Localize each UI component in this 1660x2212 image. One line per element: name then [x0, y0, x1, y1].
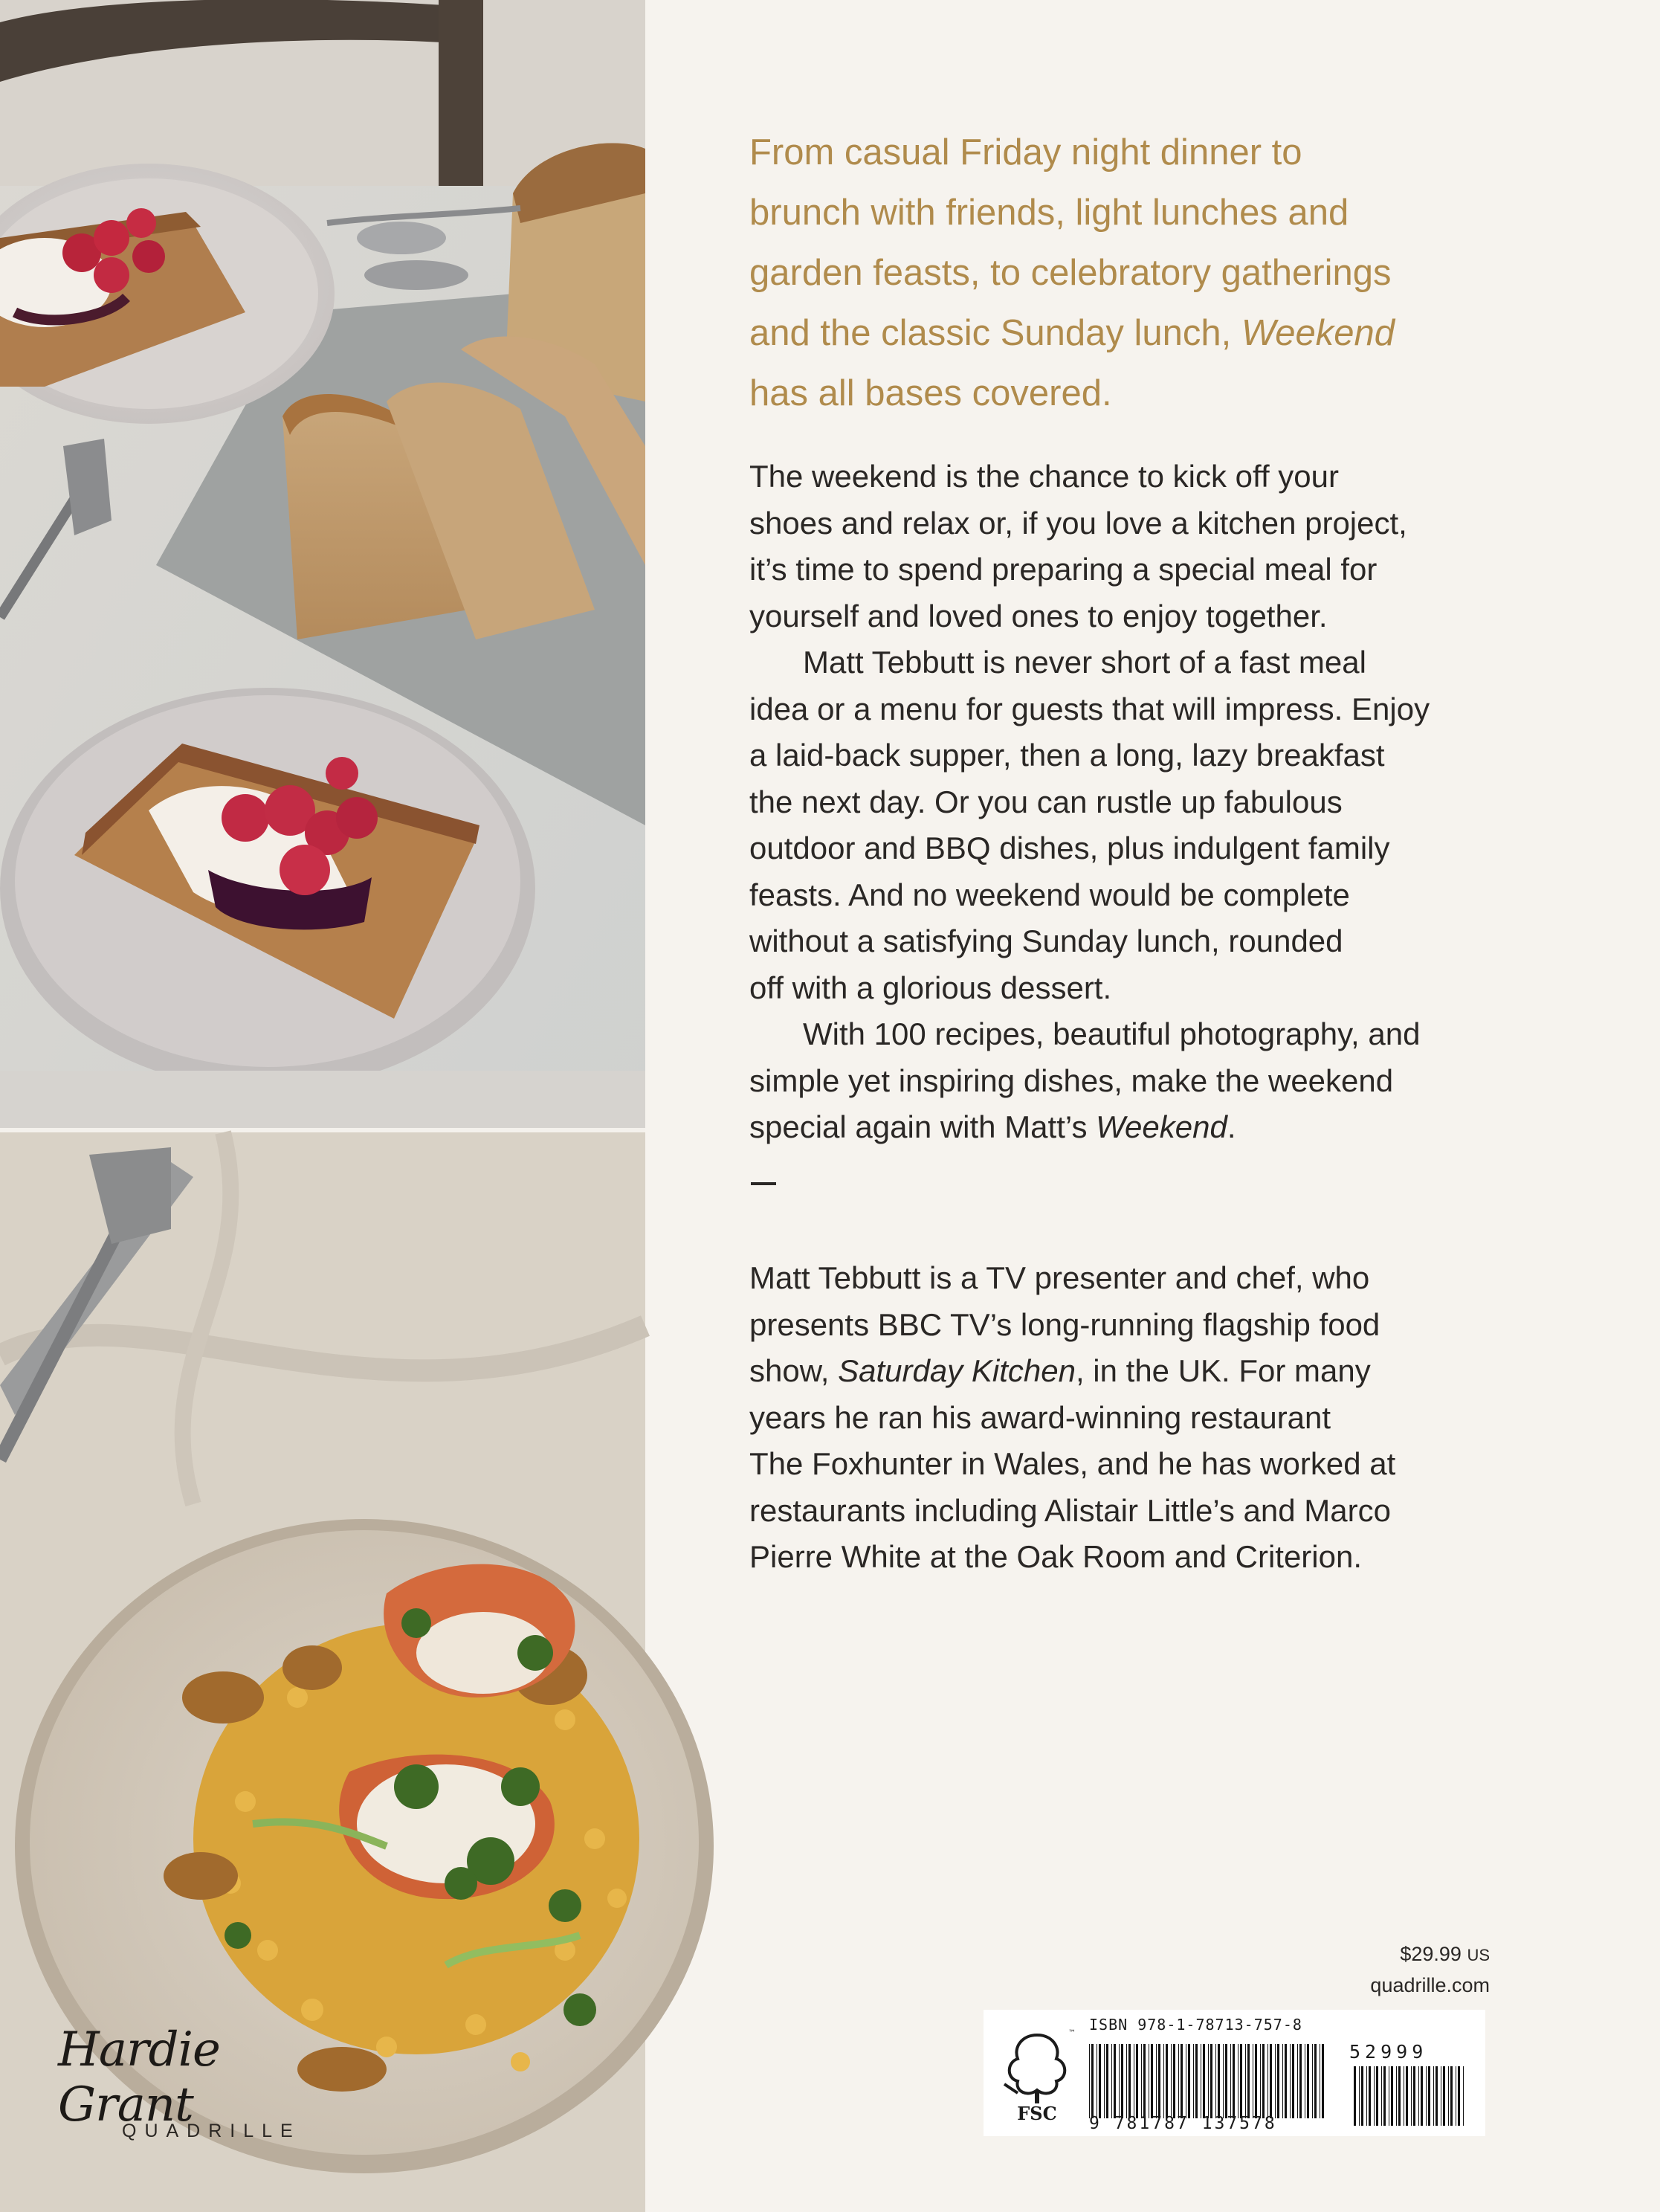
description-line: With 100 recipes, beautiful photography, and — [803, 1016, 1421, 1051]
barcode-bar — [1361, 2066, 1363, 2126]
price-block — [1370, 1939, 1490, 2000]
bio-line: The Foxhunter in Wales, and he has worked at — [749, 1446, 1396, 1481]
bio-line: Pierre White at the Oak Room and Criterion. — [749, 1539, 1363, 1574]
barcode-bar — [1091, 2044, 1094, 2118]
barcode-bar — [1111, 2044, 1112, 2118]
lead-blurb — [749, 123, 1552, 424]
fsc-tm: ™ — [1068, 2029, 1076, 2037]
description-line: a laid-back supper, then a long, lazy breakfast — [749, 738, 1385, 773]
lead-line: brunch with friends, light lunches and — [749, 193, 1349, 233]
description-line: the next day. Or you can rustle up fabulous — [749, 784, 1343, 819]
barcode-bar — [1262, 2044, 1265, 2118]
barcode-bar — [1106, 2044, 1108, 2118]
barcode-bar — [1413, 2066, 1415, 2126]
isbn-barcode-digits: 9 781787 137578 — [1089, 2114, 1277, 2133]
barcode-bar — [1383, 2066, 1386, 2126]
barcode-bar — [1314, 2044, 1317, 2118]
barcode-bar — [1114, 2044, 1116, 2118]
barcode-bar — [1463, 2066, 1464, 2126]
barcode-bar — [1322, 2044, 1324, 2118]
fsc-tree-icon — [1000, 2026, 1074, 2123]
barcode-bar — [1126, 2044, 1127, 2118]
barcode-bar — [1421, 2066, 1423, 2126]
description-line: Matt Tebbutt is never short of a fast meal — [803, 645, 1366, 680]
barcode-bar — [1426, 2066, 1427, 2126]
barcode-bar — [1166, 2044, 1168, 2118]
barcode-bar — [1448, 2066, 1449, 2126]
barcode-bar — [1156, 2044, 1157, 2118]
book-title: Weekend — [1096, 1109, 1227, 1144]
barcode-bar — [1099, 2044, 1101, 2118]
description-line: idea or a menu for guests that will impress. Enjoy — [749, 691, 1430, 726]
bio-line: presents BBC TV’s long-running flagship food — [749, 1306, 1380, 1342]
cover-photos — [0, 0, 645, 2212]
barcode-bar — [1359, 2066, 1360, 2126]
barcode-bar — [1285, 2044, 1287, 2118]
barcode-bar — [1208, 2044, 1209, 2118]
barcode-bar — [1277, 2044, 1279, 2118]
description-line: feasts. And no weekend would be complete — [749, 877, 1350, 912]
description-line — [749, 1104, 1567, 1151]
description-line: outdoor and BBQ dishes, plus indulgent family — [749, 831, 1390, 865]
barcode-bar — [1188, 2044, 1190, 2118]
description-line: yourself and loved ones to enjoy together. — [749, 598, 1328, 633]
barcode-bar — [1193, 2044, 1194, 2118]
barcode-bar — [1398, 2066, 1401, 2126]
barcode-bar — [1307, 2044, 1309, 2118]
barcode-bar — [1128, 2044, 1131, 2118]
book-title: Weekend — [1241, 313, 1395, 353]
lead-line: has all bases covered. — [749, 373, 1112, 413]
barcode-bar — [1119, 2044, 1120, 2118]
barcode-bar — [1312, 2044, 1313, 2118]
barcode-bar — [1181, 2044, 1183, 2118]
barcode-bar — [1178, 2044, 1179, 2118]
price-value: $29.99 — [1400, 1943, 1462, 1965]
barcode-bar — [1245, 2044, 1246, 2118]
lead-line — [749, 303, 1552, 364]
description-text: . — [1227, 1109, 1236, 1144]
description-line: The weekend is the chance to kick off your — [749, 459, 1339, 494]
price-addon-barcode — [1354, 2066, 1465, 2126]
bio-text: , in the UK. For many — [1075, 1353, 1371, 1388]
barcode-bar — [1270, 2044, 1272, 2118]
barcode-bar — [1104, 2044, 1105, 2118]
show-title: Saturday Kitchen — [838, 1353, 1076, 1388]
barcode-bar — [1450, 2066, 1453, 2126]
description-line: off with a glorious dessert. — [749, 970, 1112, 1005]
barcode-bar — [1223, 2044, 1224, 2118]
barcode-bar — [1247, 2044, 1250, 2118]
barcode-bar — [1267, 2044, 1268, 2118]
bio-line — [749, 1348, 1567, 1395]
barcode-bar — [1418, 2066, 1419, 2126]
lead-line: From casual Friday night dinner to — [749, 132, 1302, 172]
price — [1370, 1939, 1490, 1970]
barcode-bar — [1121, 2044, 1123, 2118]
barcode-bar — [1218, 2044, 1220, 2118]
barcode-bar — [1225, 2044, 1227, 2118]
barcode-bar — [1230, 2044, 1231, 2118]
fsc-text: FSC — [1017, 2103, 1057, 2124]
website: quadrille.com — [1370, 1974, 1490, 1996]
barcode-bar — [1396, 2066, 1397, 2126]
bio-line: years he ran his award-winning restaurant — [749, 1399, 1331, 1435]
barcode-bar — [1163, 2044, 1164, 2118]
barcode-bar — [1089, 2044, 1090, 2118]
bio-line: restaurants including Alistair Little’s and Marco — [749, 1492, 1391, 1528]
description-line: it’s time to spend preparing a special meal for — [749, 552, 1378, 587]
barcode-bar — [1433, 2066, 1434, 2126]
publisher-logo — [52, 2022, 364, 2156]
lead-line: garden feasts, to celebratory gatherings — [749, 253, 1392, 293]
barcode-bar — [1171, 2044, 1172, 2118]
barcode-bar — [1435, 2066, 1438, 2126]
author-bio — [749, 1255, 1567, 1581]
barcode-bar — [1173, 2044, 1175, 2118]
bio-line: Matt Tebbutt is a TV presenter and chef, who — [749, 1260, 1370, 1295]
section-dash — [751, 1182, 776, 1185]
barcode-bar — [1299, 2044, 1302, 2118]
bio-text: show, — [749, 1353, 839, 1388]
barcode-bar — [1260, 2044, 1261, 2118]
barcode-panel — [984, 2010, 1485, 2136]
publisher-imprint: QUADRILLE — [122, 2121, 301, 2141]
cake-and-raspberries-photo — [0, 0, 645, 1132]
barcode-bar — [1369, 2066, 1371, 2126]
barcode-bar — [1458, 2066, 1460, 2126]
lead-text: and the classic Sunday lunch, — [749, 313, 1241, 353]
barcode-bar — [1203, 2044, 1205, 2118]
barcode-bar — [1406, 2066, 1408, 2126]
barcode-bar — [1275, 2044, 1276, 2118]
barcode-bar — [1143, 2044, 1146, 2118]
publisher-script: Hardie Grant — [58, 2022, 220, 2132]
barcode-bar — [1215, 2044, 1216, 2118]
barcode-bar — [1428, 2066, 1430, 2126]
barcode-bar — [1255, 2044, 1257, 2118]
barcode-bar — [1158, 2044, 1160, 2118]
barcode-bar — [1366, 2066, 1367, 2126]
barcode-bar — [1136, 2044, 1138, 2118]
description — [749, 454, 1567, 1151]
price-currency: US — [1467, 1946, 1490, 1964]
barcode-bar — [1233, 2044, 1235, 2118]
barcode-bar — [1297, 2044, 1298, 2118]
isbn-label: ISBN 978-1-78713-757-8 — [1089, 2016, 1302, 2034]
barcode-bar — [1195, 2044, 1198, 2118]
barcode-bar — [1376, 2066, 1378, 2126]
barcode-bar — [1282, 2044, 1283, 2118]
description-line: shoes and relax or, if you love a kitchen project, — [749, 505, 1407, 541]
barcode-bar — [1292, 2044, 1294, 2118]
description-line: without a satisfying Sunday lunch, rounded — [749, 923, 1343, 958]
barcode-bar — [1443, 2066, 1445, 2126]
barcode-bar — [1240, 2044, 1242, 2118]
barcode-bar — [1381, 2066, 1382, 2126]
barcode-bar — [1391, 2066, 1393, 2126]
description-text: special again with Matt’s — [749, 1109, 1097, 1144]
barcode-bar — [1141, 2044, 1142, 2118]
barcode-bar — [1210, 2044, 1212, 2118]
barcode-bar — [1354, 2066, 1356, 2126]
barcode-bar — [1374, 2066, 1375, 2126]
isbn-barcode — [1089, 2044, 1324, 2118]
barcode-bar — [1290, 2044, 1291, 2118]
description-line: simple yet inspiring dishes, make the weekend — [749, 1063, 1394, 1098]
barcode-bar — [1151, 2044, 1153, 2118]
barcode-bar — [1411, 2066, 1412, 2126]
price-addon-digits: 52999 — [1349, 2041, 1428, 2063]
